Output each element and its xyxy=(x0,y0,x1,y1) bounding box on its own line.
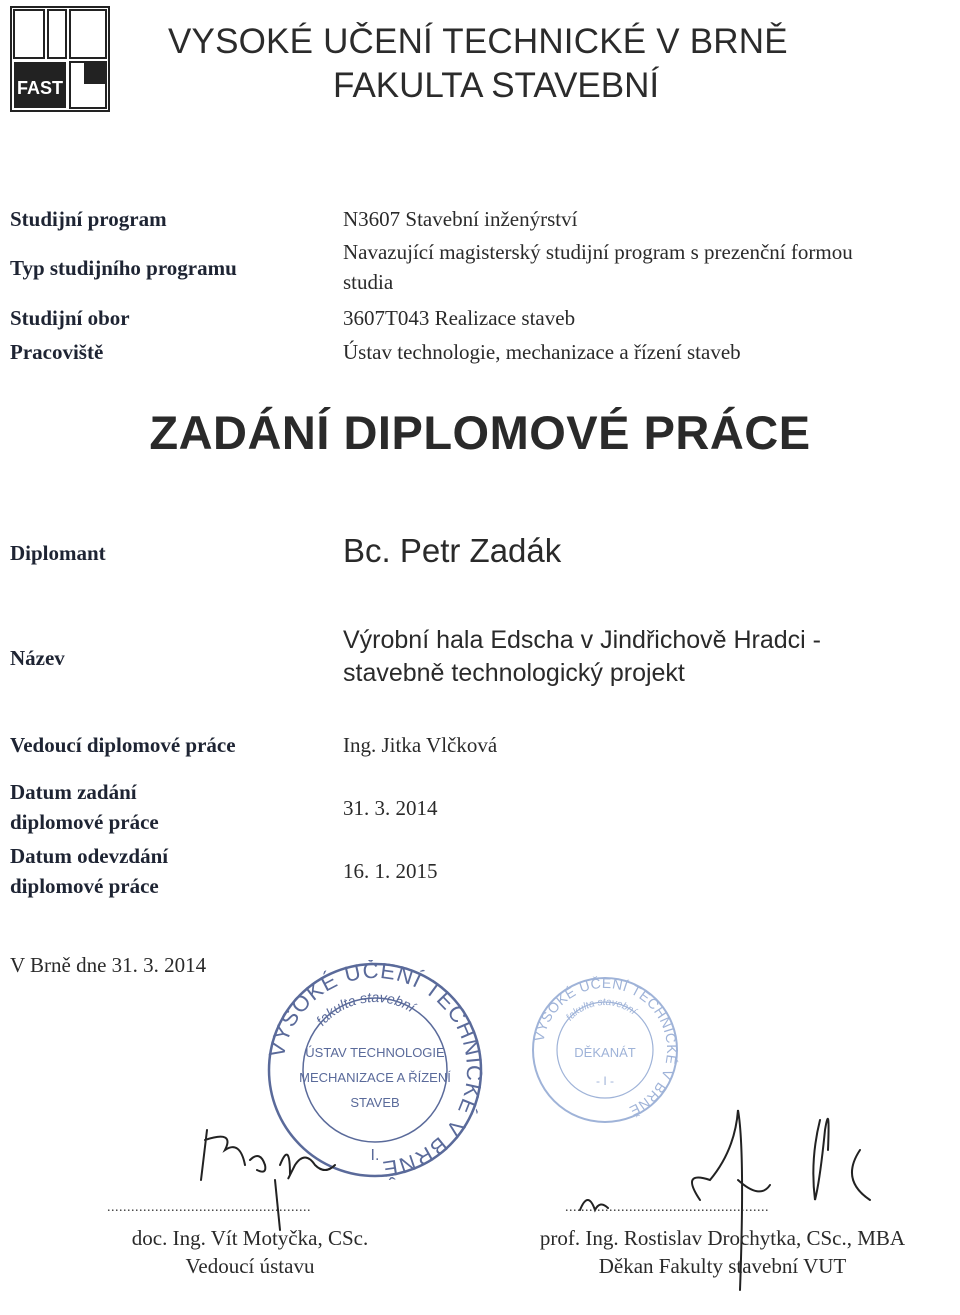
stamp-right-inner: fakulta stavební xyxy=(564,996,639,1024)
logo-text: FAST xyxy=(16,78,64,98)
stamp-right-number: - I - xyxy=(596,1074,614,1088)
program-value: N3607 Stavební inženýrství xyxy=(343,207,578,231)
stamp-left-inner: fakulta stavební xyxy=(312,988,419,1029)
signatory-right-name: prof. Ing. Rostislav Drochytka, CSc., MBA xyxy=(539,1226,906,1250)
program-type-label: Typ studijního programu xyxy=(10,256,237,280)
signature-line-right: ................................................... xyxy=(565,1200,769,1215)
signature-line-left: ................................................... xyxy=(107,1200,311,1215)
assigned-date: 31. 3. 2014 xyxy=(343,796,438,820)
assigned-label-1: Datum zadání xyxy=(10,780,137,804)
program-label: Studijní program xyxy=(10,207,167,231)
program-type-value: Navazující magisterský studijní program s prezenční formou xyxy=(343,240,853,264)
thesis-name-line1: Výrobní hala Edscha v Jindřichově Hradci - xyxy=(343,626,822,654)
field-label: Studijní obor xyxy=(10,306,130,330)
signature-left xyxy=(195,1120,365,1240)
program-type-value-2: studia xyxy=(343,270,394,294)
signatory-left-role: Vedoucí ústavu xyxy=(185,1254,315,1278)
due-date: 16. 1. 2015 xyxy=(343,859,438,883)
assigned-label-2: diplomové práce xyxy=(10,810,159,834)
university-name: VYSOKÉ UČENÍ TECHNICKÉ V BRNĚ xyxy=(168,22,788,61)
supervisor-label: Vedoucí diplomové práce xyxy=(10,733,236,757)
department-label: Pracoviště xyxy=(10,340,104,364)
document-title: ZADÁNÍ DIPLOMOVÉ PRÁCE xyxy=(149,406,811,459)
thesis-name-line2: stavebně technologický projekt xyxy=(343,659,685,687)
stamp-right-line1: DĚKANÁT xyxy=(574,1045,636,1060)
due-label-1: Datum odevzdání xyxy=(10,844,169,868)
stamp-left-number: I. xyxy=(370,1147,380,1164)
field-value: 3607T043 Realizace staveb xyxy=(343,306,576,330)
due-label-2: diplomové práce xyxy=(10,874,159,898)
fast-logo xyxy=(10,6,110,112)
faculty-name: FAKULTA STAVEBNÍ xyxy=(333,66,660,105)
stamp-left-line3: STAVEB xyxy=(350,1095,400,1110)
stamp-left-ring: VYSOKÉ UČENÍ TECHNICKÉ V BRNĚ xyxy=(265,960,485,1180)
signatory-right-role: Děkan Fakulty stavební VUT xyxy=(598,1254,847,1278)
student-label: Diplomant xyxy=(10,541,106,565)
stamp-left-line2: MECHANIZACE A ŘÍZENÍ xyxy=(299,1070,451,1085)
student-name: Bc. Petr Zadák xyxy=(343,532,562,569)
thesis-name-label: Název xyxy=(10,646,65,670)
signatory-left-name: doc. Ing. Vít Motyčka, CSc. xyxy=(131,1226,369,1250)
svg-text:fakulta stavební xyxy=(564,997,639,1023)
stamp-right-ring: VYSOKÉ UČENÍ TECHNICKÉ V BRNĚ xyxy=(530,975,680,1120)
supervisor-name: Ing. Jitka Vlčková xyxy=(343,733,498,757)
department-value: Ústav technologie, mechanizace a řízení staveb xyxy=(343,340,741,364)
stamp-left-line1: ÚSTAV TECHNOLOGIE xyxy=(305,1045,445,1060)
place-date: V Brně dne 31. 3. 2014 xyxy=(10,953,207,977)
